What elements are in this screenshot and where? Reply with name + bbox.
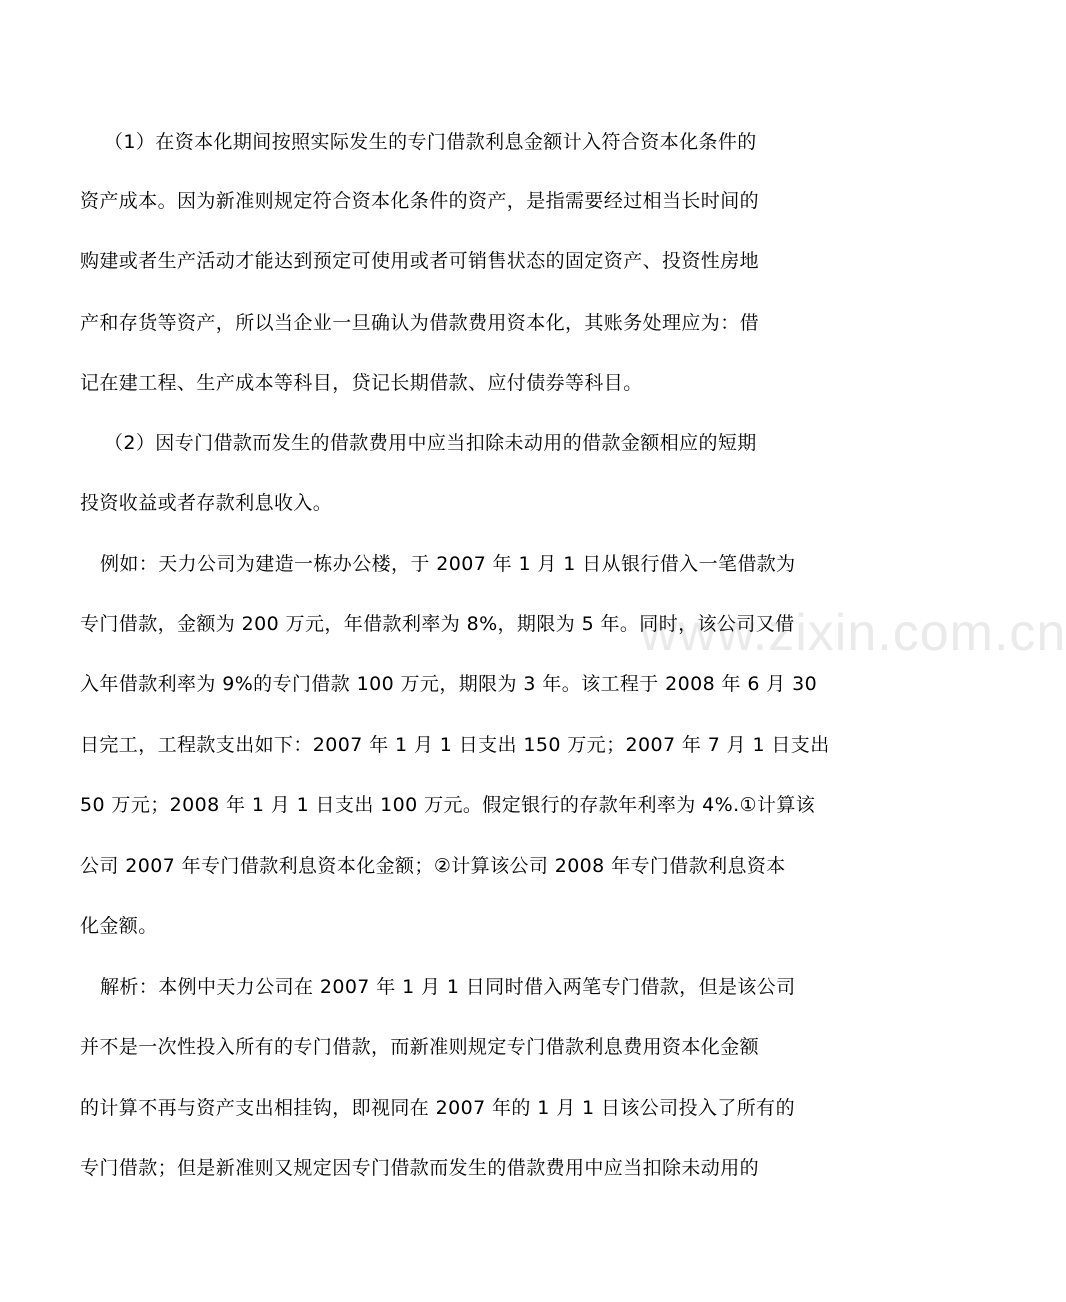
paragraph-1-line-3: 购建或者生产活动才能达到预定可使用或者可销售状态的固定资产、投资性房地 <box>80 250 760 272</box>
paragraph-2-line-1: （2）因专门借款而发生的借款费用中应当扣除未动用的借款金额相应的短期 <box>104 432 757 454</box>
example-line-3: 入年借款利率为 9%的专门借款 100 万元，期限为 3 年。该工程于 2008 年 6 月 30 <box>80 673 818 695</box>
paragraph-2-line-2: 投资收益或者存款利息收入。 <box>80 492 333 514</box>
analysis-line-2: 并不是一次性投入所有的专门借款，而新准则规定专门借款利息费用资本化金额 <box>80 1036 760 1058</box>
watermark: www.zixin.com.cn <box>640 604 1066 662</box>
example-line-7: 化金额。 <box>80 915 158 937</box>
example-line-2: 专门借款，金额为 200 万元，年借款利率为 8%，期限为 5 年。同时，该公司又借 <box>80 613 795 635</box>
analysis-line-4: 专门借款；但是新准则又规定因专门借款而发生的借款费用中应当扣除未动用的 <box>80 1157 760 1179</box>
paragraph-1-line-4: 产和存货等资产，所以当企业一旦确认为借款费用资本化，其账务处理应为：借 <box>80 312 760 334</box>
analysis-line-1: 解析：本例中天力公司在 2007 年 1 月 1 日同时借入两笔专门借款，但是该公司 <box>100 976 796 998</box>
paragraph-1-line-1: （1）在资本化期间按照实际发生的专门借款利息金额计入符合资本化条件的 <box>104 131 757 153</box>
analysis-line-3: 的计算不再与资产支出相挂钩，即视同在 2007 年的 1 月 1 日该公司投入了所有的 <box>80 1097 795 1119</box>
paragraph-1-line-5: 记在建工程、生产成本等科目，贷记长期借款、应付债券等科目。 <box>80 372 643 394</box>
example-line-1: 例如：天力公司为建造一栋办公楼，于 2007 年 1 月 1 日从银行借入一笔借款为 <box>100 553 796 575</box>
example-line-4: 日完工，工程款支出如下：2007 年 1 月 1 日支出 150 万元；2007 年 7 月 1 日支出 <box>80 734 830 756</box>
example-line-6: 公司 2007 年专门借款利息资本化金额；②计算该公司 2008 年专门借款利息资本 <box>80 855 786 877</box>
example-line-5: 50 万元；2008 年 1 月 1 日支出 100 万元。假定银行的存款年利率为 4%.①计算该 <box>80 794 816 816</box>
paragraph-1-line-2: 资产成本。因为新准则规定符合资本化条件的资产，是指需要经过相当长时间的 <box>80 190 760 212</box>
